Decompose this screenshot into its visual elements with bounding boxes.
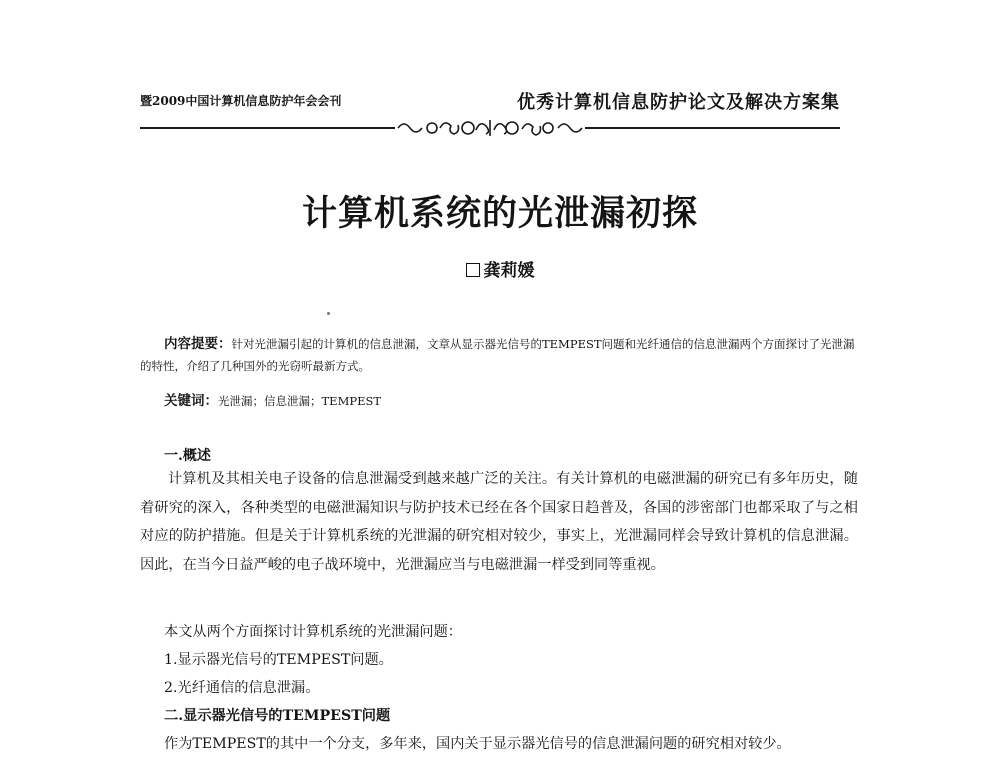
- abstract-label: 内容提要：: [164, 336, 232, 352]
- section-1-paragraph: 计算机及其相关电子设备的信息泄漏受到越来越广泛的关注。有关计算机的电磁泄漏的研究已有多年历史，随着研究的深入，各种类型的电磁泄漏知识与防护技术已经在各个国家日趋普及，各国的涉密部门也都采取了与之相对应的防护措施。但是关于计算机系统的光泄漏的研究相对较少，事实上，光泄漏同样会导致计算机的信息泄漏。因此，在当今日益严峻的电子战环境中，光泄漏应当与电磁泄漏一样受到同等重视。: [140, 471, 858, 573]
- list-item-2: 2.光纤通信的信息泄漏。: [164, 680, 320, 696]
- running-header-left: 暨2009中国计算机信息防护年会会刊: [140, 94, 342, 108]
- running-header-right: 优秀计算机信息防护论文及解决方案集: [517, 92, 840, 113]
- list-item-1: 1.显示器光信号的TEMPEST问题。: [164, 652, 393, 668]
- section-heading-1: 一.概述: [164, 448, 211, 464]
- section-heading-2: 二.显示器光信号的TEMPEST问题: [164, 708, 391, 724]
- header-ornament-divider: [140, 116, 840, 140]
- keywords: [164, 389, 381, 409]
- keywords-label: 关键词：: [164, 393, 218, 409]
- abstract-text: 针对光泄漏引起的计算机的信息泄漏，文章从显示器光信号的TEMPEST问题和光纤通信的信息泄漏两个方面探讨了光泄漏的特性，介绍了几种国外的光窃听最新方式。: [140, 337, 855, 373]
- author-line: [0, 256, 1000, 281]
- section-2-first-line: 作为TEMPEST的其中一个分支，多年来，国内关于显示器光信号的信息泄漏问题的研究相对较少。: [164, 736, 791, 752]
- speck: [327, 312, 330, 315]
- paper-title: 计算机系统的光泄漏初探: [301, 193, 698, 234]
- abstract: [140, 333, 858, 377]
- author-box-marker: [466, 263, 480, 277]
- section-1-intro: 本文从两个方面探讨计算机系统的光泄漏问题：: [164, 624, 462, 640]
- author-name: 龚莉媛: [483, 261, 535, 281]
- keywords-text: 光泄漏；信息泄漏；TEMPEST: [218, 394, 382, 408]
